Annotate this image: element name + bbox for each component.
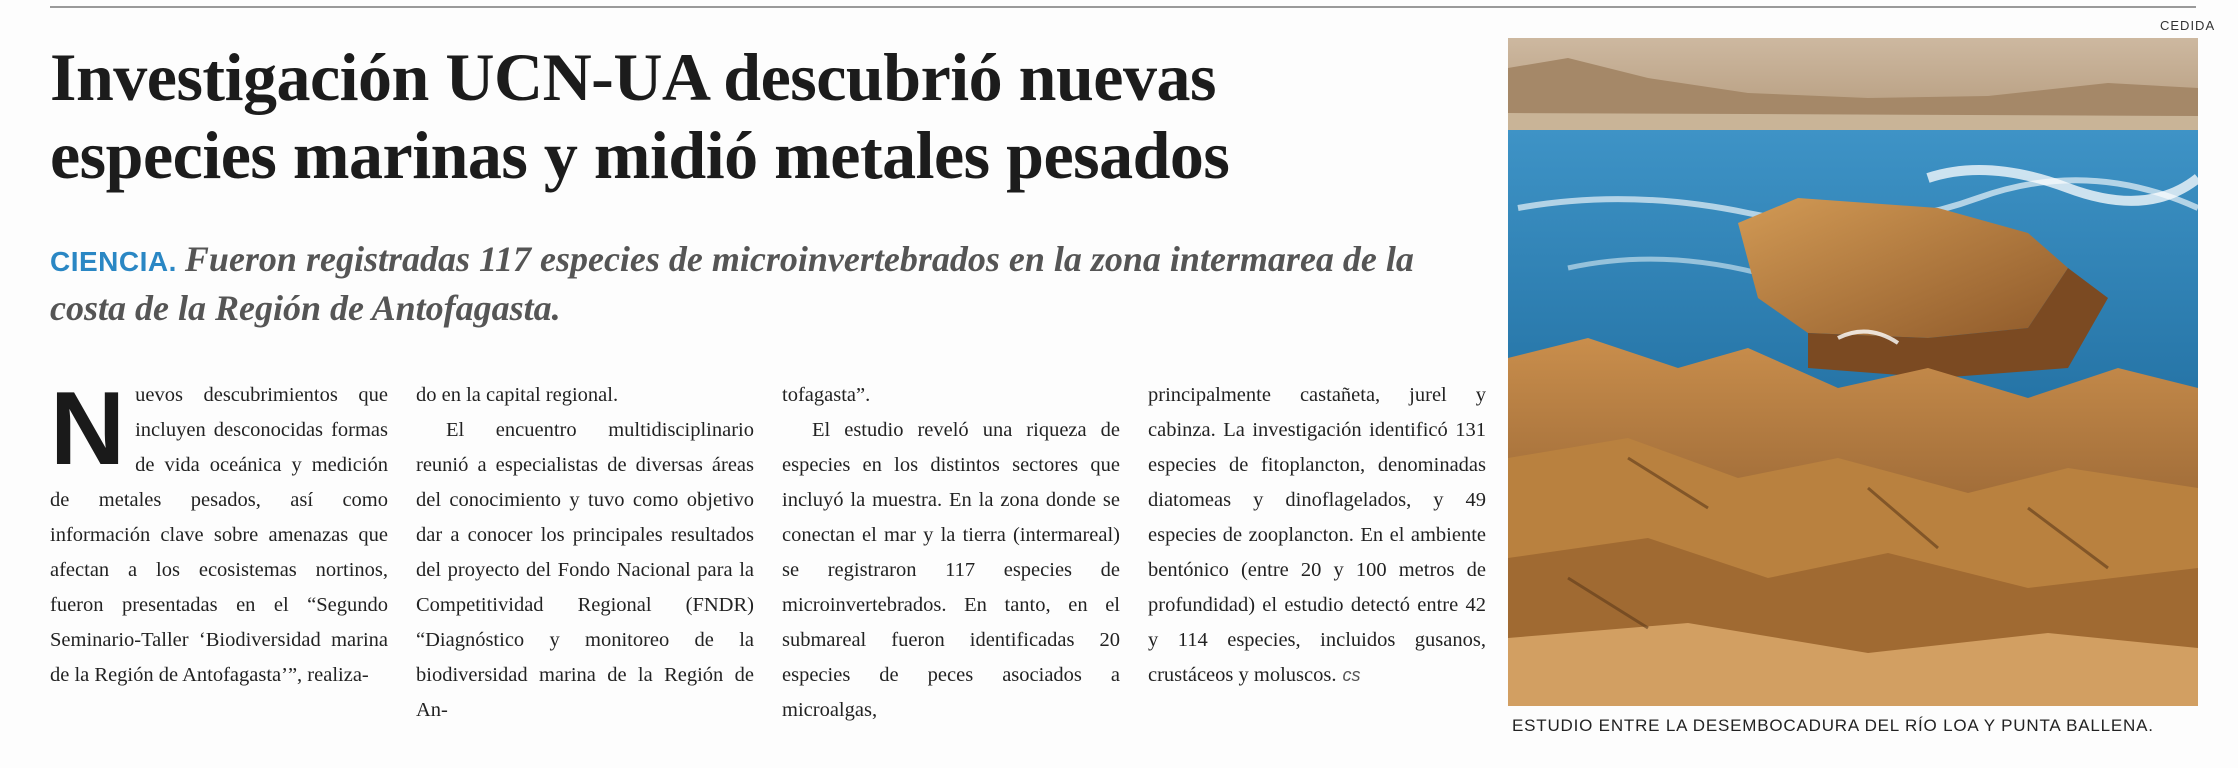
paragraph: El encuentro multidisciplinario reunió a especialistas de diversas áreas del conocimiento y tuvo como objetivo dar a conocer los principales resultados del proyecto del Fondo Nacional para la Competitividad Regional (FNDR) “Diagnóstico y monitoreo de la biodiversidad marina de la Región de An- xyxy=(416,419,754,721)
drop-cap: N xyxy=(50,371,126,487)
paragraph: tofagasta”. xyxy=(782,384,871,406)
headline xyxy=(50,38,1490,194)
coast-photo xyxy=(1508,38,2198,706)
photo-caption: ESTUDIO ENTRE LA DESEMBOCADURA DEL RÍO LOA Y PUNTA BALLENA. xyxy=(1512,716,2154,735)
deck xyxy=(50,236,1490,332)
kicker-label: CIENCIA. xyxy=(50,246,177,277)
deck-text: Fueron registradas 117 especies de microinvertebrados en la zona intermarea de la costa de la Región de Antofagasta. xyxy=(50,239,1414,328)
headline-line-2: especies marinas y midió metales pesados xyxy=(50,117,1230,193)
paragraph: El estudio reveló una riqueza de especies en los distintos sectores que incluyó la muestra. En la zona donde se conectan el mar y la tierra (intermareal) se registraron 117 especies de microinvertebrados. En tanto, en el submareal fueron identificadas 20 especies de peces asociados a microalgas, xyxy=(782,419,1120,721)
top-rule xyxy=(50,6,2196,8)
paragraph xyxy=(1148,378,1486,693)
column-2 xyxy=(416,378,754,728)
end-mark: cs xyxy=(1342,665,1361,685)
paragraph: do en la capital regional. xyxy=(416,384,619,406)
column-3 xyxy=(782,378,1120,728)
column-4 xyxy=(1148,378,1486,693)
article-body xyxy=(50,371,1490,758)
headline-line-1: Investigación UCN-UA descubrió nuevas xyxy=(50,39,1216,115)
paragraph: uevos descubrimientos que incluyen desconocidas formas de vida oceánica y medición de metales pesados, así como información clave sobre amenazas que afectan a los ecosistemas nortinos, fueron presentadas en el “Segundo Seminario-Taller ‘Biodiversidad marina de la Región de Antofagasta’”, realiza- xyxy=(50,384,388,686)
column-1 xyxy=(50,371,388,693)
paragraph-text: principalmente castañeta, jurel y cabinza. La investigación identificó 131 especies de fitoplancton, denominadas diatomeas y dinoflagelados, y 49 especies de zooplancton. En el ambiente bentónico (entre 20 y 100 metros de profundidad) el estudio detectó entre 42 y 114 especies, incluidos gusanos, crustáceos y moluscos. xyxy=(1148,384,1486,686)
coast-photo-illustration xyxy=(1508,38,2198,706)
photo-credit: CEDIDA xyxy=(2160,18,2216,33)
